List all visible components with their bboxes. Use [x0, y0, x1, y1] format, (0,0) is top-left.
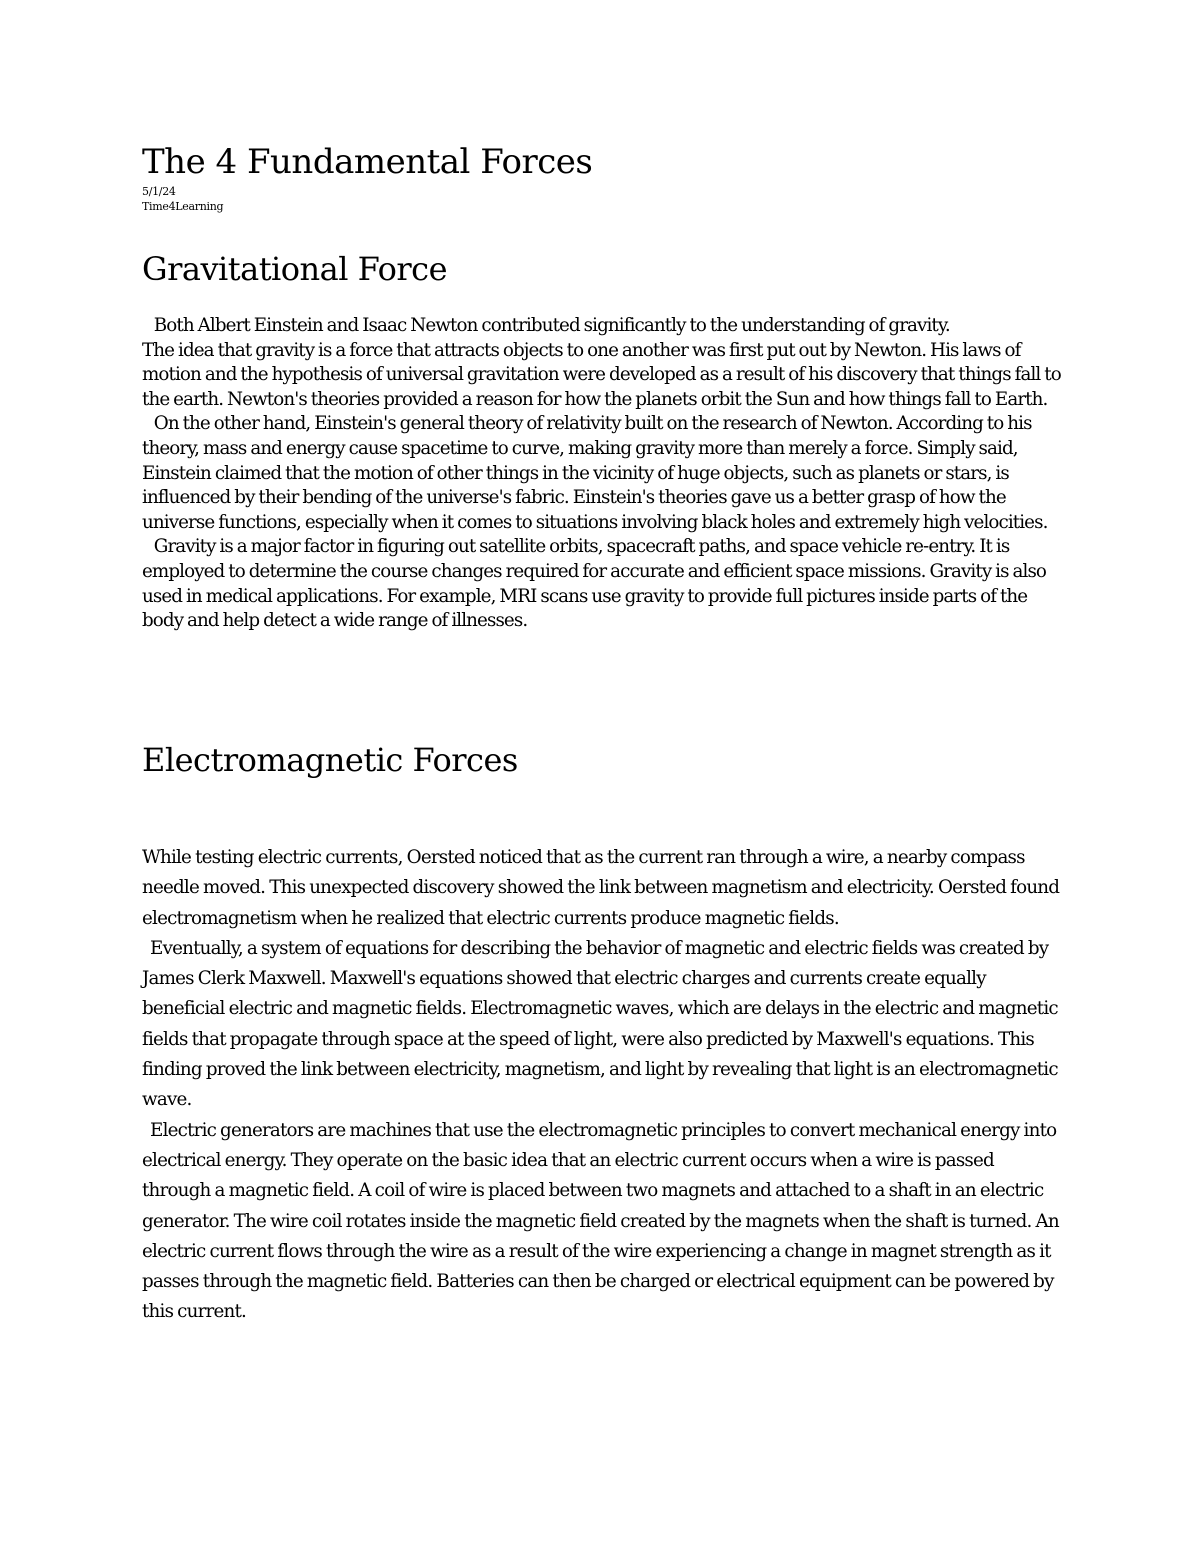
section-body-electromagnetic [142, 843, 1073, 1328]
document-organization: Time4Learning [142, 200, 224, 213]
paragraph: On the other hand, Einstein's general theory of relativity built on the research of Newton. According to his theory, mass and energy cause spacetime to curve, making gravity more than merely a force. Simply said, Einstein claimed that the motion of other things in the vicinity of huge objects, such as planets or stars, is influenced by their bending of the universe's fabric. Einstein's theories gave us a better grasp of how the universe functions, especially when it comes to situations involving black holes and extremely high velocities. [142, 413, 1048, 533]
section-heading-gravitational: Gravitational Force [142, 250, 448, 288]
paragraph: The idea that gravity is a force that attracts objects to one another was first put out by Newton. His laws of motion and the hypothesis of universal gravitation were developed as a result of his discovery that things fall to the earth. Newton's theories provided a reason for how the planets orbit the Sun and how things fall to Earth. [142, 339, 1061, 410]
paragraph: Electric generators are machines that use the electromagnetic principles to convert mechanical energy into electrical energy. They operate on the basic idea that an electric current occurs when a wire is passed through a magnetic field. A coil of wire is placed between two magnets and attached to a shaft in an electric generator. The wire coil rotates inside the magnetic field created by the magnets when the shaft is turned. An electric current flows through the wire as a result of the wire experiencing a change in magnet strength as it passes through the magnetic field. Batteries can then be charged or electrical equipment can be powered by this current. [142, 1119, 1063, 1323]
document-title: The 4 Fundamental Forces [142, 142, 593, 182]
paragraph: Both Albert Einstein and Isaac Newton contributed significantly to the understanding of gravity. [142, 315, 950, 336]
paragraph: Gravity is a major factor in figuring out satellite orbits, spacecraft paths, and space vehicle re-entry. It is employed to determine the course changes required for accurate and efficient space missions. Gravity is also used in medical applications. For example, MRI scans use gravity to provide full pictures inside parts of the body and help detect a wide range of illnesses. [142, 536, 1050, 632]
section-heading-electromagnetic: Electromagnetic Forces [142, 741, 518, 779]
paragraph: While testing electric currents, Oersted noticed that as the current ran through a wire, a nearby compass needle moved. This unexpected discovery showed the link between magnetism and electricity. Oersted found electromagnetism when he realized that electric currents produce magnetic fields. [142, 847, 1060, 929]
document-date: 5/1/24 [142, 185, 176, 198]
section-body-gravitational [142, 314, 1062, 634]
paragraph: Eventually, a system of equations for describing the behavior of magnetic and electric fields was created by James Clerk Maxwell. Maxwell's equations showed that electric charges and currents create equally beneficial electric and magnetic fields. Electromagnetic waves, which are delays in the electric and magnetic fields that propagate through space at the speed of light, were also predicted by Maxwell's equations. This finding proved the link between electricity, magnetism, and light by revealing that light is an electromagnetic wave. [142, 937, 1073, 1111]
